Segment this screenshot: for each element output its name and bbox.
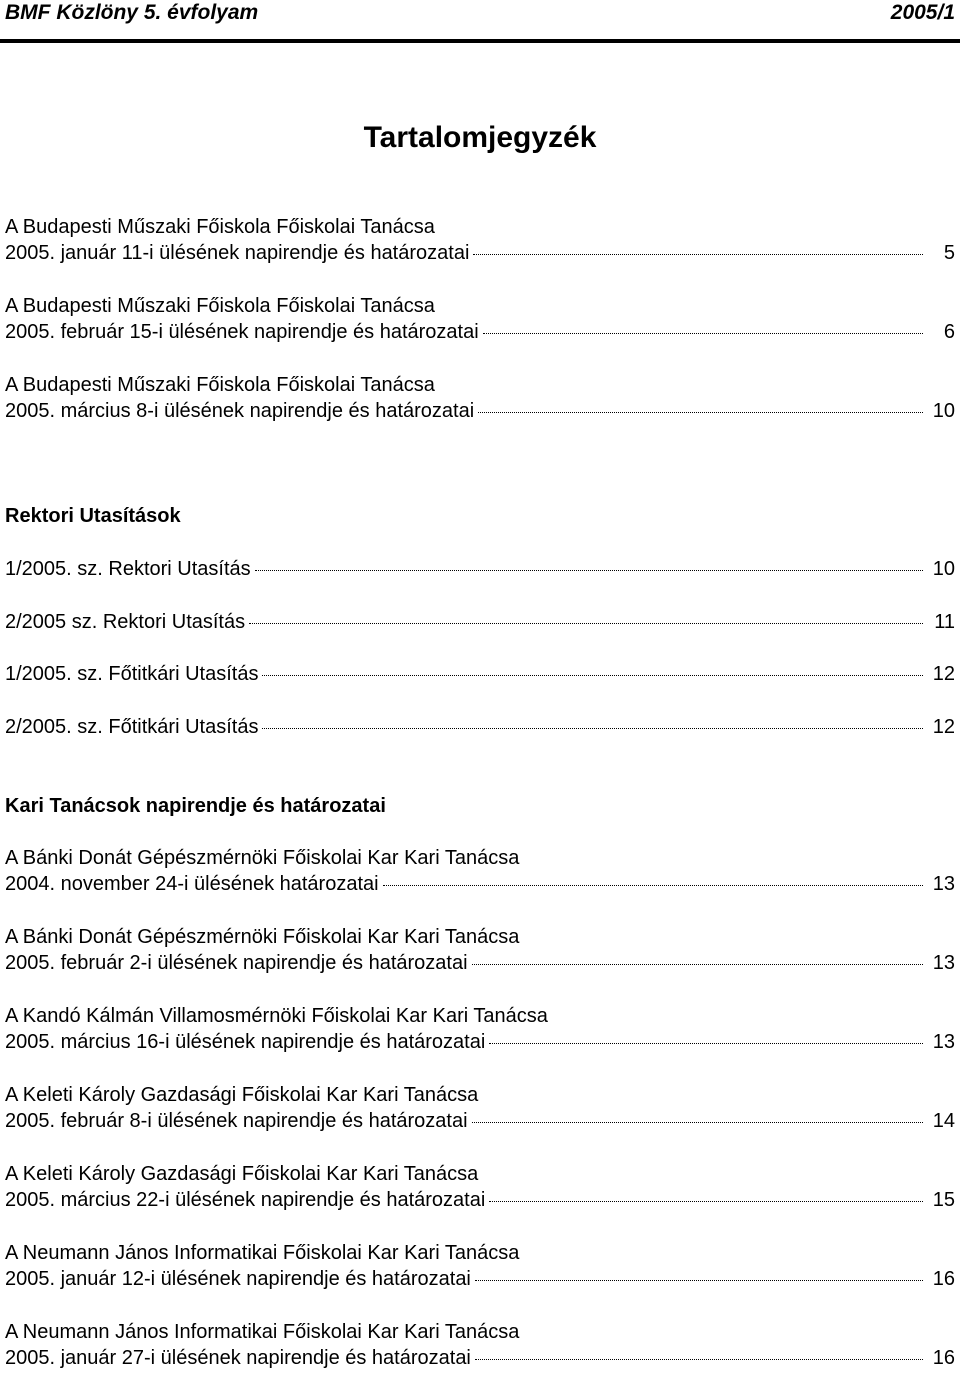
- toc-entry[interactable]: [5, 372, 955, 424]
- dot-leader: [483, 333, 923, 334]
- toc-entry-subtitle: 2/2005. sz. Főtitkári Utasítás: [5, 716, 259, 738]
- toc-page-number: 13: [932, 952, 955, 974]
- toc-entry-title: A Bánki Donát Gépészmérnöki Főiskolai Kar Kari Tanácsa: [5, 847, 520, 869]
- toc-page-number: 13: [932, 873, 955, 895]
- toc-entry-subtitle: 2005. február 2-i ülésének napirendje és határozatai: [5, 952, 468, 974]
- toc-entry-title: A Bánki Donát Gépészmérnöki Főiskolai Kar Kari Tanácsa: [5, 926, 520, 948]
- toc-entry[interactable]: [5, 1082, 955, 1134]
- page-header: [5, 0, 955, 28]
- toc-entry-subtitle: 1/2005. sz. Rektori Utasítás: [5, 558, 251, 580]
- toc-page-number: 11: [934, 611, 955, 633]
- toc-entry[interactable]: [5, 661, 955, 687]
- toc-entry-subtitle: 2005. március 8-i ülésének napirendje és határozatai: [5, 400, 475, 422]
- toc-entry-title: A Kandó Kálmán Villamosmérnöki Főiskolai Kar Kari Tanácsa: [5, 1005, 548, 1027]
- toc-page-number: 14: [932, 1110, 955, 1132]
- toc-entry[interactable]: [5, 845, 955, 897]
- dot-leader: [489, 1043, 923, 1044]
- toc-entry-subtitle: 2005. március 16-i ülésének napirendje és határozatai: [5, 1031, 486, 1053]
- toc-page-number: 10: [932, 558, 955, 580]
- toc-entry-subtitle: 2005. március 22-i ülésének napirendje és határozatai: [5, 1189, 486, 1211]
- dot-leader: [383, 885, 923, 886]
- dot-leader: [262, 675, 923, 676]
- section-heading-rector-instructions: Rektori Utasítások: [5, 505, 181, 527]
- dot-leader: [249, 623, 923, 624]
- toc-entry-subtitle: 2005. február 8-i ülésének napirendje és határozatai: [5, 1110, 468, 1132]
- dot-leader: [489, 1201, 923, 1202]
- toc-entry-title: A Neumann János Informatikai Főiskolai Kar Kari Tanácsa: [5, 1321, 520, 1343]
- toc-entry-subtitle: 2005. január 27-i ülésének napirendje és határozatai: [5, 1347, 471, 1369]
- header-rule: [0, 39, 960, 43]
- toc-entry[interactable]: [5, 1003, 955, 1055]
- page-title: Tartalomjegyzék: [363, 121, 597, 154]
- dot-leader: [472, 964, 923, 965]
- dot-leader: [262, 728, 923, 729]
- issue-number: 2005/1: [890, 1, 955, 24]
- toc-entry-title: A Keleti Károly Gazdasági Főiskolai Kar Kari Tanácsa: [5, 1084, 479, 1106]
- toc-entry[interactable]: [5, 1319, 955, 1371]
- toc-page-number: 16: [932, 1268, 955, 1290]
- toc-entry-subtitle: 2005. január 11-i ülésének napirendje és határozatai: [5, 242, 470, 264]
- dot-leader: [473, 254, 923, 255]
- toc-entry-title: A Budapesti Műszaki Főiskola Főiskolai Tanácsa: [5, 374, 435, 396]
- dot-leader: [475, 1359, 923, 1360]
- toc-entry-title: A Budapesti Műszaki Főiskola Főiskolai Tanácsa: [5, 295, 435, 317]
- toc-entry-subtitle: 2004. november 24-i ülésének határozatai: [5, 873, 379, 895]
- toc-entry[interactable]: [5, 556, 955, 582]
- toc-page-number: 10: [932, 400, 955, 422]
- toc-page-number: 16: [932, 1347, 955, 1369]
- dot-leader: [255, 570, 923, 571]
- toc-entry[interactable]: [5, 1240, 955, 1292]
- dot-leader: [478, 412, 923, 413]
- toc-page-number: 12: [932, 716, 955, 738]
- toc-entry-subtitle: 1/2005. sz. Főtitkári Utasítás: [5, 663, 259, 685]
- toc-entry[interactable]: [5, 1161, 955, 1213]
- toc-entry-title: A Budapesti Műszaki Főiskola Főiskolai Tanácsa: [5, 216, 435, 238]
- toc-entry[interactable]: [5, 293, 955, 345]
- toc-page-number: 13: [932, 1031, 955, 1053]
- toc-entry[interactable]: [5, 924, 955, 976]
- toc-entry[interactable]: [5, 714, 955, 740]
- dot-leader: [472, 1122, 923, 1123]
- toc-page-number: 6: [943, 321, 955, 343]
- section-heading-faculty-councils: Kari Tanácsok napirendje és határozatai: [5, 795, 386, 817]
- toc-page-number: 15: [932, 1189, 955, 1211]
- dot-leader: [475, 1280, 923, 1281]
- toc-entry-subtitle: 2005. február 15-i ülésének napirendje és határozatai: [5, 321, 479, 343]
- toc-page-number: 12: [932, 663, 955, 685]
- toc-entry[interactable]: [5, 609, 955, 635]
- toc-entry-title: A Neumann János Informatikai Főiskolai Kar Kari Tanácsa: [5, 1242, 520, 1264]
- journal-name: BMF Közlöny 5. évfolyam: [5, 1, 259, 24]
- toc-page-number: 5: [943, 242, 955, 264]
- toc-entry-subtitle: 2005. január 12-i ülésének napirendje és határozatai: [5, 1268, 471, 1290]
- toc-entry-subtitle: 2/2005 sz. Rektori Utasítás: [5, 611, 246, 633]
- toc-entry-title: A Keleti Károly Gazdasági Főiskolai Kar Kari Tanácsa: [5, 1163, 479, 1185]
- toc-entry[interactable]: [5, 214, 955, 266]
